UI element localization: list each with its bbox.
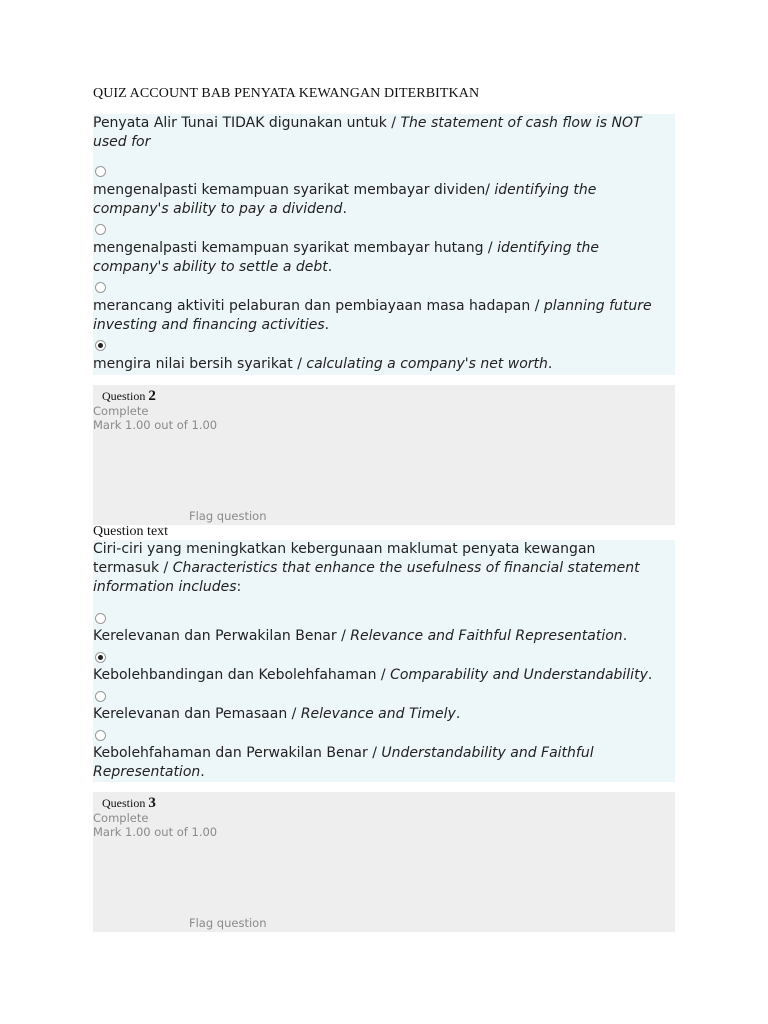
question-2-prompt-english: Characteristics that enhance the usefulness of financial statement information includes <box>93 560 640 595</box>
radio-q1-option-2[interactable] <box>95 224 106 235</box>
question-1-prompt-malay: Penyata Alir Tunai TIDAK digunakan untuk / <box>93 115 401 131</box>
q1-option-2-label[interactable]: mengenalpasti kemampuan syarikat membayar hutang / identifying the company's ability to settle a debt. <box>93 240 600 275</box>
question-2-text-box <box>93 540 675 782</box>
radio-q2-option-2[interactable] <box>95 652 106 663</box>
question-text-heading: Question text <box>93 524 169 539</box>
radio-q1-option-1[interactable] <box>95 166 106 177</box>
question-3-number: Question 3 <box>102 795 156 811</box>
question-3-state: Complete <box>93 811 149 825</box>
q2-option-3-label[interactable]: Kerelevanan dan Pemasaan / Relevance and Timely. <box>93 706 461 722</box>
q2-option-1-label[interactable]: Kerelevanan dan Perwakilan Benar / Relevance and Faithful Representation. <box>93 628 628 644</box>
radio-q1-option-4[interactable] <box>95 340 106 351</box>
question-2-flag-link[interactable]: Flag question <box>189 509 267 523</box>
question-2-number: Question 2 <box>102 388 156 404</box>
question-1-text-box <box>93 114 675 375</box>
question-2-info-box <box>93 385 675 525</box>
radio-q1-option-3[interactable] <box>95 282 106 293</box>
question-3-grade: Mark 1.00 out of 1.00 <box>93 825 218 839</box>
radio-q2-option-3[interactable] <box>95 691 106 702</box>
radio-q2-option-1[interactable] <box>95 613 106 624</box>
question-3-info-box <box>93 792 675 932</box>
document-title: QUIZ ACCOUNT BAB PENYATA KEWANGAN DITERBITKAN <box>93 86 480 101</box>
question-1-prompt <box>93 114 663 152</box>
q2-option-4-label[interactable]: Kebolehfahaman dan Perwakilan Benar / Understandability and Faithful Representation. <box>93 745 594 780</box>
question-2-prompt: Ciri-ciri yang meningkatkan kebergunaan maklumat penyata kewangan termasuk / Characteristics that enhance the usefulness of financial statement information includes: <box>93 541 640 595</box>
question-2-grade: Mark 1.00 out of 1.00 <box>93 418 218 432</box>
q1-option-4-label[interactable]: mengira nilai bersih syarikat / calculating a company's net worth. <box>93 356 553 372</box>
question-3-flag-link[interactable]: Flag question <box>189 916 267 930</box>
q2-option-2-label[interactable]: Kebolehbandingan dan Kebolehfahaman / Comparability and Understandability. <box>93 667 653 683</box>
q1-option-1-label[interactable]: mengenalpasti kemampuan syarikat membayar dividen/ identifying the company's ability to pay a dividend. <box>93 182 597 217</box>
question-2-prompt-malay: Ciri-ciri yang meningkatkan kebergunaan maklumat penyata kewangan termasuk / <box>93 541 596 576</box>
question-1-prompt-english: The statement of cash flow is NOT used for <box>93 115 642 150</box>
q1-option-3-label[interactable]: merancang aktiviti pelaburan dan pembiayaan masa hadapan / planning future investing and financing activities. <box>93 298 652 333</box>
question-2-state: Complete <box>93 404 149 418</box>
radio-q2-option-4[interactable] <box>95 730 106 741</box>
